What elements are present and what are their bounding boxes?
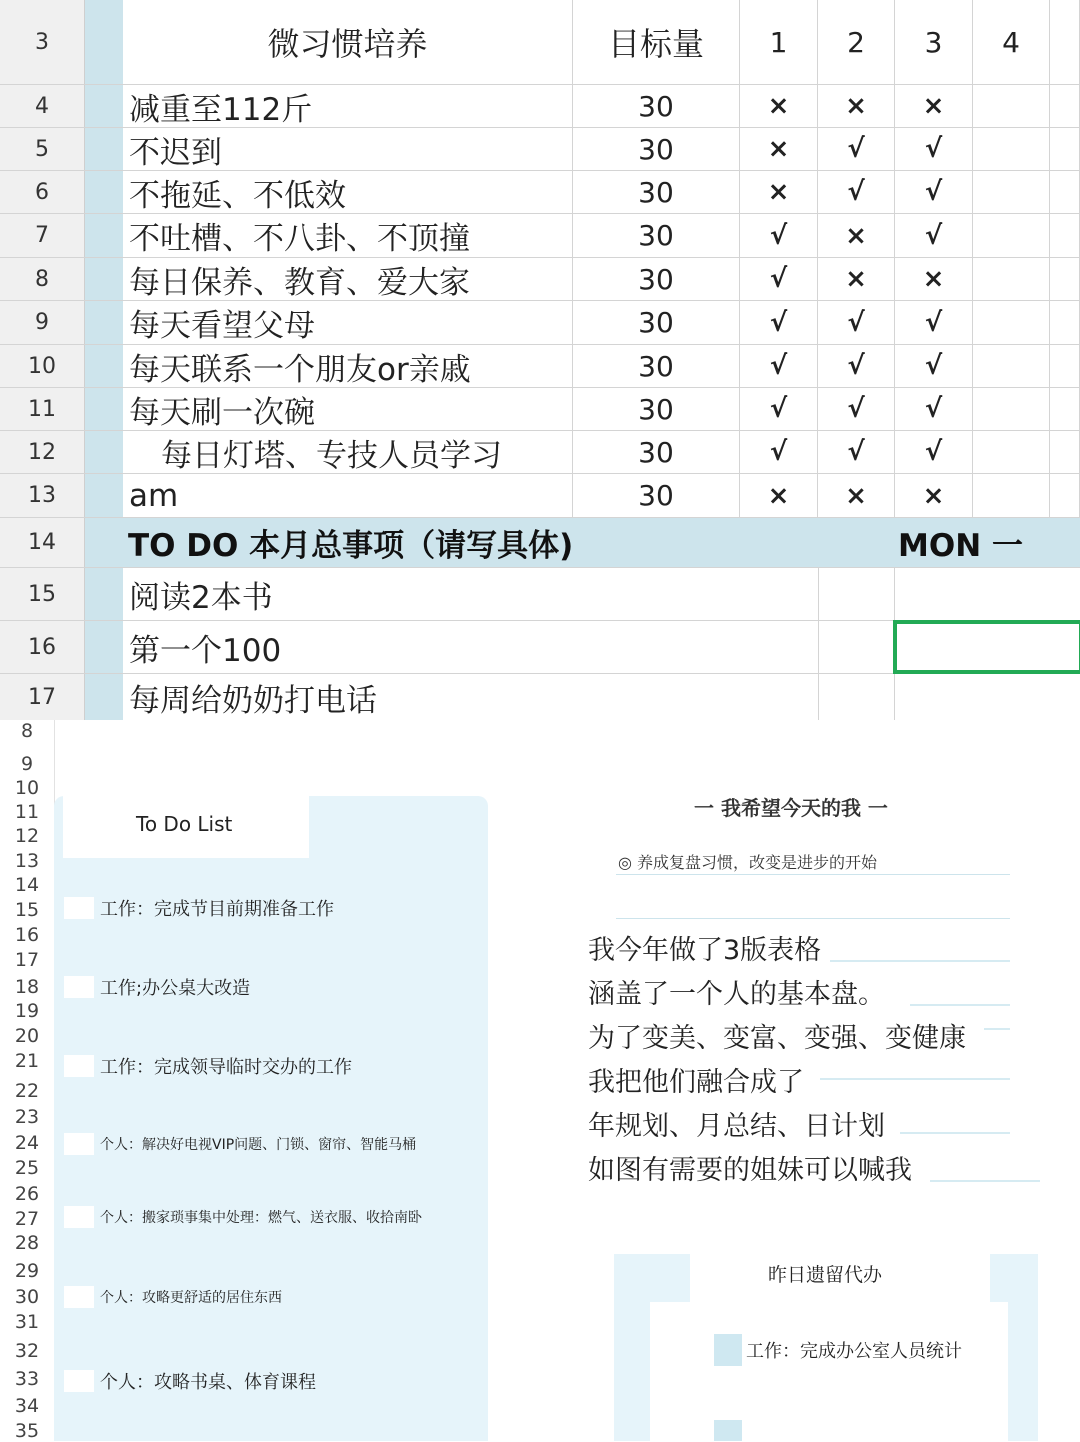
habit-row (0, 431, 1080, 474)
day-mark-cell[interactable]: × (818, 258, 895, 300)
day-mark-cell[interactable]: × (818, 214, 895, 257)
row-number: 30 (14, 1286, 40, 1308)
row-number: 22 (14, 1080, 40, 1102)
divider (616, 918, 1010, 919)
todo-task[interactable] (64, 1205, 422, 1229)
todo-task[interactable] (64, 1285, 282, 1309)
lower-row-numbers (0, 720, 55, 1441)
day-mark-cell[interactable] (973, 388, 1050, 430)
habit-row (0, 171, 1080, 214)
target-header-cell[interactable]: 目标量 (573, 0, 740, 84)
row-number: 29 (14, 1260, 40, 1282)
row-number: 28 (14, 1232, 40, 1254)
row-number[interactable]: 12 (0, 431, 85, 473)
task-checkbox[interactable] (714, 1420, 742, 1441)
task-checkbox[interactable] (64, 976, 94, 998)
habit-name-cell[interactable]: 每天联系一个朋友or亲戚 (123, 345, 573, 387)
day-header-4[interactable]: 4 (973, 0, 1050, 84)
task-checkbox[interactable] (64, 1206, 94, 1228)
divider (900, 1132, 1010, 1134)
task-text: 工作;办公桌大改造 (100, 978, 251, 999)
row-number: 14 (14, 874, 40, 896)
row-number[interactable]: 10 (0, 345, 85, 387)
day-mark-cell[interactable] (973, 474, 1050, 517)
row-number: 21 (14, 1050, 40, 1072)
task-checkbox[interactable] (64, 1370, 94, 1392)
row-number: 8 (20, 720, 34, 742)
row-number[interactable]: 16 (0, 621, 85, 673)
day-mark-cell[interactable]: × (740, 85, 818, 127)
habit-row (0, 85, 1080, 128)
habit-name-cell[interactable]: 每天看望父母 (123, 301, 573, 344)
day-mark-cell[interactable]: × (895, 474, 973, 517)
day-mark-cell[interactable] (1050, 128, 1080, 170)
row-number: 20 (14, 1025, 40, 1047)
day-mark-cell[interactable] (973, 345, 1050, 387)
todo-task[interactable] (64, 896, 334, 920)
story-line: 我今年做了3版表格 (588, 935, 822, 966)
row-number: 18 (14, 976, 40, 998)
todo-list-title: To Do List (136, 812, 233, 836)
target-cell[interactable]: 30 (573, 128, 740, 170)
todo-list-panel (54, 796, 488, 1441)
day-mark-cell[interactable]: √ (740, 301, 818, 344)
day-mark-cell[interactable]: √ (740, 345, 818, 387)
row-number: 10 (14, 777, 40, 799)
habit-name-cell[interactable]: 每日保养、教育、爱大家 (123, 258, 573, 300)
day-mark-cell[interactable] (973, 431, 1050, 473)
row-number: 15 (14, 899, 40, 921)
todo-month-row (0, 568, 1080, 621)
row-number[interactable]: 8 (0, 258, 85, 300)
day-mark-cell[interactable] (973, 258, 1050, 300)
task-text: 个人：攻略更舒适的居住东西 (100, 1290, 282, 1306)
day-mark-cell[interactable]: × (818, 85, 895, 127)
todo-note-cell[interactable] (895, 674, 1080, 720)
todo-month-item[interactable]: 每周给奶奶打电话 (129, 682, 377, 719)
habit-row (0, 214, 1080, 258)
day-header-3[interactable]: 3 (895, 0, 973, 84)
row-number: 9 (20, 753, 34, 775)
day-mark-cell[interactable]: × (895, 85, 973, 127)
task-text: 工作：完成办公室人员统计 (746, 1341, 962, 1362)
row-number[interactable]: 9 (0, 301, 85, 344)
todo-task[interactable] (64, 1369, 316, 1393)
day-mark-cell[interactable] (1050, 171, 1080, 213)
day-mark-cell[interactable] (1050, 388, 1080, 430)
day-mark-cell[interactable]: √ (818, 171, 895, 213)
row-number: 11 (14, 801, 40, 823)
day-mark-cell[interactable]: √ (895, 171, 973, 213)
task-text: 个人：搬家琐事集中处理：燃气、送衣服、收拾南卧 (100, 1210, 422, 1226)
day-mark-cell[interactable]: × (740, 171, 818, 213)
todo-check-cell[interactable] (818, 621, 895, 673)
target-cell[interactable]: 30 (573, 85, 740, 127)
yesterday-title: 昨日遗留代办 (768, 1264, 883, 1286)
row-number: 17 (14, 949, 40, 971)
divider (930, 1180, 1040, 1182)
habit-name-cell[interactable]: 不吐槽、不八卦、不顶撞 (123, 214, 573, 257)
row-number: 31 (14, 1311, 40, 1333)
day-mark-cell[interactable]: √ (818, 431, 895, 473)
row-number: 27 (14, 1208, 40, 1230)
day-mark-cell[interactable]: √ (818, 128, 895, 170)
task-checkbox[interactable] (64, 1286, 94, 1308)
divider (830, 960, 1010, 962)
yesterday-task[interactable] (714, 1334, 962, 1366)
day-mark-cell[interactable]: √ (740, 214, 818, 257)
story-line: 为了变美、变富、变强、变健康 (588, 1023, 966, 1054)
habit-name-cell[interactable]: 减重至112斤 (123, 85, 573, 127)
day-mark-cell[interactable] (973, 171, 1050, 213)
todo-check-cell[interactable] (818, 568, 895, 620)
day-mark-cell[interactable] (973, 85, 1050, 127)
divider (984, 1028, 1010, 1030)
row-number: 13 (14, 850, 40, 872)
day-mark-cell[interactable]: √ (895, 345, 973, 387)
row-number[interactable]: 13 (0, 474, 85, 517)
row-number: 33 (14, 1368, 40, 1390)
day-mark-cell[interactable] (1050, 301, 1080, 344)
row-number[interactable]: 5 (0, 128, 85, 170)
row-number: 16 (14, 924, 40, 946)
target-cell[interactable]: 30 (573, 171, 740, 213)
row-number: 23 (14, 1106, 40, 1128)
day-mark-cell[interactable] (1050, 431, 1080, 473)
day-mark-cell[interactable]: √ (740, 258, 818, 300)
divider (910, 1004, 1010, 1006)
target-cell[interactable]: 30 (573, 214, 740, 257)
todo-month-title[interactable]: TO DO 本月总事项（请写具体) (128, 528, 574, 564)
story-line: 涵盖了一个人的基本盘。 (588, 979, 885, 1010)
story-line: 如图有需要的姐妹可以喊我 (588, 1155, 912, 1186)
day-mark-cell[interactable]: √ (895, 214, 973, 257)
divider (616, 874, 1010, 875)
target-cell[interactable]: 30 (573, 388, 740, 430)
todo-month-item[interactable]: 第一个100 (129, 632, 282, 669)
row-number: 26 (14, 1183, 40, 1205)
day-mark-cell[interactable] (1050, 345, 1080, 387)
day-mark-cell[interactable] (1050, 474, 1080, 517)
story-line: 我把他们融合成了 (588, 1067, 804, 1098)
selected-cell-highlight[interactable] (893, 620, 1080, 674)
target-cell[interactable]: 30 (573, 431, 740, 473)
day-header-1[interactable]: 1 (740, 0, 818, 84)
day-header-2[interactable]: 2 (818, 0, 895, 84)
row-number[interactable]: 14 (0, 518, 85, 567)
day-mark-cell[interactable]: √ (895, 301, 973, 344)
day-mark-cell[interactable]: × (818, 474, 895, 517)
row-number[interactable]: 11 (0, 388, 85, 430)
row-number: 19 (14, 1000, 40, 1022)
task-checkbox[interactable] (64, 1133, 94, 1155)
todo-check-cell[interactable] (818, 674, 895, 720)
day-header-5[interactable] (1050, 0, 1080, 84)
target-cell[interactable]: 30 (573, 258, 740, 300)
row-number[interactable]: 4 (0, 85, 85, 127)
day-mark-cell[interactable] (1050, 214, 1080, 257)
habit-row (0, 301, 1080, 345)
todo-task[interactable] (64, 1132, 416, 1156)
day-mark-cell[interactable]: √ (895, 388, 973, 430)
day-mark-cell[interactable]: √ (895, 431, 973, 473)
hope-title: 一 我希望今天的我 一 (694, 796, 888, 820)
habit-row (0, 128, 1080, 171)
row-number: 35 (14, 1420, 40, 1442)
target-cell[interactable]: 30 (573, 474, 740, 517)
todo-task[interactable] (64, 1054, 352, 1078)
hope-subtitle: ◎ 养成复盘习惯，改变是进步的开始 (618, 853, 878, 872)
todo-task[interactable] (64, 975, 250, 999)
task-text: 个人：解决好电视VIP问题、门锁、窗帘、智能马桶 (100, 1137, 417, 1153)
day-mark-cell[interactable] (973, 214, 1050, 257)
day-mark-cell[interactable]: √ (740, 388, 818, 430)
day-mark-cell[interactable]: √ (818, 345, 895, 387)
row-number: 25 (14, 1157, 40, 1179)
task-checkbox[interactable] (714, 1334, 742, 1366)
daily-planner (0, 720, 1080, 1441)
day-mark-cell[interactable] (1050, 85, 1080, 127)
task-text: 工作：完成领导临时交办的工作 (100, 1057, 352, 1078)
row-number: 12 (14, 825, 40, 847)
habit-name-cell[interactable]: am (123, 474, 573, 517)
habit-name-cell[interactable]: 不迟到 (123, 128, 573, 170)
day-mark-cell[interactable]: × (740, 128, 818, 170)
habit-row (0, 388, 1080, 431)
target-cell[interactable]: 30 (573, 301, 740, 344)
row-number: 24 (14, 1132, 40, 1154)
yesterday-content-box (650, 1302, 1008, 1441)
row-number[interactable]: 17 (0, 674, 85, 720)
row-number: 32 (14, 1340, 40, 1362)
day-mark-cell[interactable]: √ (740, 431, 818, 473)
row-number[interactable]: 3 (0, 0, 85, 84)
habit-row (0, 258, 1080, 301)
todo-note-cell[interactable] (895, 568, 1080, 620)
story-line: 年规划、月总结、日计划 (588, 1111, 885, 1142)
habit-name-cell[interactable]: 不拖延、不低效 (123, 171, 573, 213)
task-text: 工作：完成节目前期准备工作 (100, 899, 334, 920)
todo-month-header-row (0, 518, 1080, 568)
day-mark-cell[interactable]: √ (818, 301, 895, 344)
day-mark-cell[interactable]: √ (818, 388, 895, 430)
habit-row (0, 345, 1080, 388)
row-number[interactable]: 15 (0, 568, 85, 620)
row-number[interactable]: 6 (0, 171, 85, 213)
weekday-label[interactable]: MON 一 (898, 528, 1023, 564)
habit-title-cell[interactable]: 微习惯培养 (123, 0, 573, 84)
habit-name-cell[interactable]: 每日灯塔、专技人员学习 (123, 431, 573, 473)
habit-spreadsheet (0, 0, 1080, 720)
header-row (0, 0, 1080, 85)
day-mark-cell[interactable] (1050, 258, 1080, 300)
task-checkbox[interactable] (64, 1055, 94, 1077)
todo-month-row (0, 674, 1080, 720)
todo-month-item[interactable]: 阅读2本书 (129, 579, 273, 616)
row-number[interactable]: 7 (0, 214, 85, 257)
day-mark-cell[interactable]: √ (895, 128, 973, 170)
divider (820, 1078, 1010, 1080)
habit-name-cell[interactable]: 每天刷一次碗 (123, 388, 573, 430)
habit-row (0, 474, 1080, 518)
task-checkbox[interactable] (64, 897, 94, 919)
row-number: 34 (14, 1395, 40, 1417)
task-text: 个人：攻略书桌、体育课程 (100, 1372, 316, 1393)
target-cell[interactable]: 30 (573, 345, 740, 387)
day-mark-cell[interactable] (973, 301, 1050, 344)
day-mark-cell[interactable] (973, 128, 1050, 170)
day-mark-cell[interactable]: × (895, 258, 973, 300)
day-mark-cell[interactable]: × (740, 474, 818, 517)
